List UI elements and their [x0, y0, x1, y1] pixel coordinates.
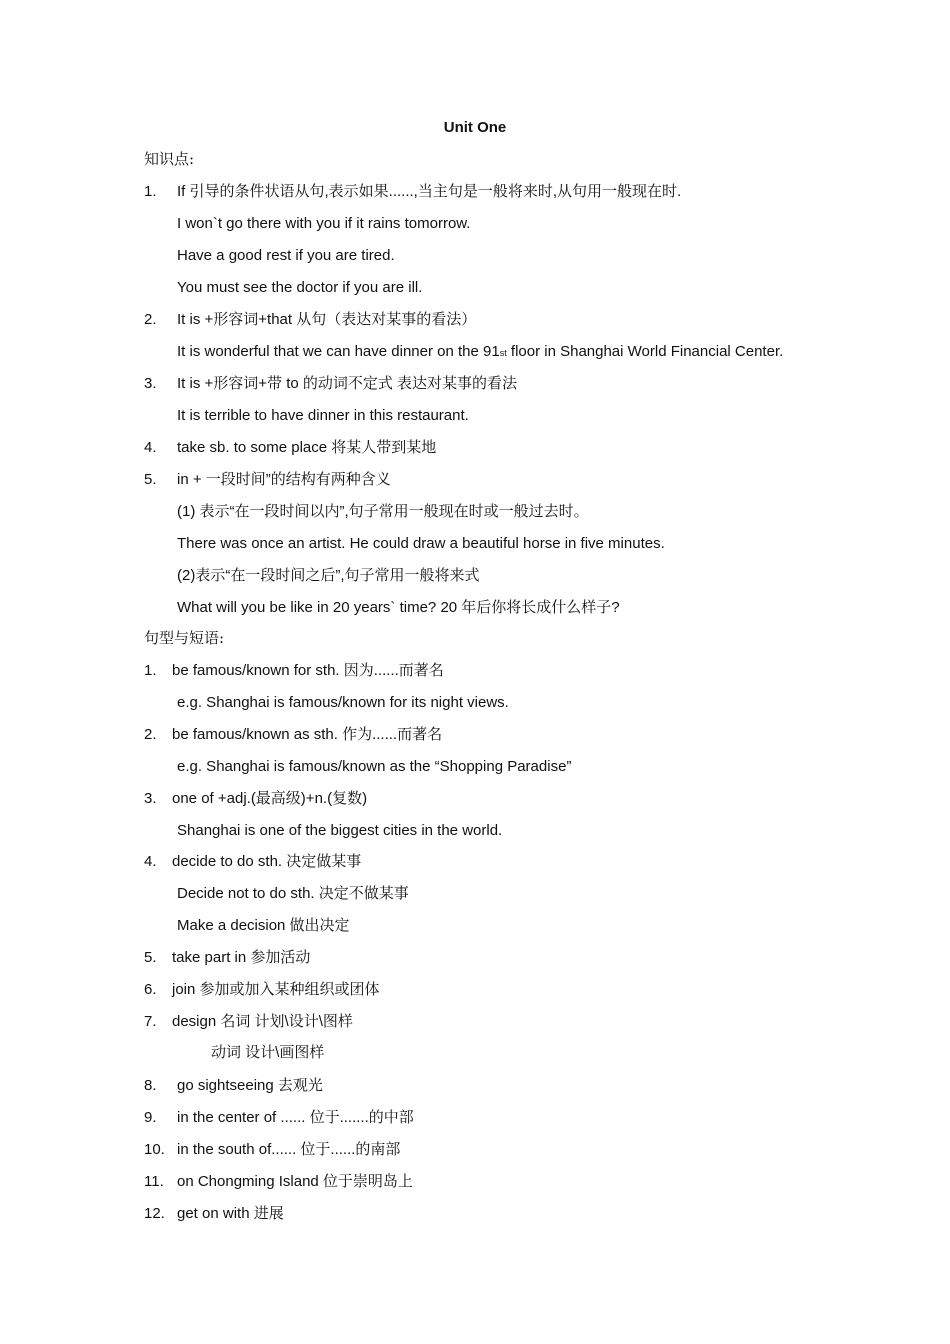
item-number: 12. — [144, 1205, 165, 1222]
item-number: 2. — [144, 726, 157, 743]
item-text: If 引导的条件状语从句,表示如果......,当主句是一般将来时,从句用一般现在时. — [177, 183, 682, 200]
ordinal-suffix: st — [499, 348, 507, 358]
phrase-text: design 名词 计划\设计\图样 — [172, 1013, 353, 1030]
item-number: 2. — [144, 311, 157, 328]
item-number: 1. — [144, 662, 157, 679]
item-text: It is +形容词+that 从句（表达对某事的看法） — [177, 311, 477, 328]
phrase-text: Make a decision 做出决定 — [177, 917, 350, 934]
example-sentence: e.g. Shanghai is famous/known for its night views. — [177, 694, 509, 711]
phrase-text: get on with 进展 — [177, 1205, 284, 1222]
sub-item-text: (2)表示“在一段时间之后”,句子常用一般将来式 — [177, 567, 480, 584]
example-sentence: I won`t go there with you if it rains tomorrow. — [177, 215, 471, 232]
phrase-text: on Chongming Island 位于崇明岛上 — [177, 1173, 413, 1190]
phrase-text: take part in 参加活动 — [172, 949, 311, 966]
example-sentence: Shanghai is one of the biggest cities in the world. — [177, 822, 503, 839]
example-sentence: What will you be like in 20 years` time? 20 年后你将长成什么样子? — [177, 599, 620, 616]
example-sentence: You must see the doctor if you are ill. — [177, 279, 423, 296]
item-number: 10. — [144, 1141, 165, 1158]
phrase-text: in the center of ...... 位于.......的中部 — [177, 1109, 414, 1126]
example-sentence: There was once an artist. He could draw a beautiful horse in five minutes. — [177, 535, 665, 552]
item-text: in + 一段时间”的结构有两种含义 — [177, 471, 391, 488]
item-number: 1. — [144, 183, 157, 200]
phrase-text: in the south of...... 位于......的南部 — [177, 1141, 401, 1158]
item-number: 9. — [144, 1109, 157, 1126]
page-title: Unit One — [443, 119, 507, 136]
item-number: 6. — [144, 981, 157, 998]
example-text-after: floor in Shanghai World Financial Center. — [506, 343, 784, 360]
phrase-text: join 参加或加入某种组织或团体 — [172, 981, 380, 998]
example-sentence: It is terrible to have dinner in this restaurant. — [177, 407, 469, 424]
item-number: 4. — [144, 853, 157, 870]
phrase-text: 动词 设计\画图样 — [211, 1044, 325, 1061]
item-number: 3. — [144, 790, 157, 807]
item-number: 4. — [144, 439, 157, 456]
item-number: 5. — [144, 471, 157, 488]
item-text: take sb. to some place 将某人带到某地 — [177, 439, 437, 456]
sub-item-text: (1) 表示“在一段时间以内”,句子常用一般现在时或一般过去时。 — [177, 503, 589, 520]
phrase-text: be famous/known for sth. 因为......而著名 — [172, 662, 444, 679]
item-number: 3. — [144, 375, 157, 392]
item-number: 8. — [144, 1077, 157, 1094]
example-sentence: Have a good rest if you are tired. — [177, 247, 395, 264]
phrase-text: go sightseeing 去观光 — [177, 1077, 323, 1094]
section-heading-knowledge: 知识点: — [144, 150, 195, 168]
item-number: 7. — [144, 1013, 157, 1030]
example-text-before: It is wonderful that we can have dinner on the 91 — [177, 343, 500, 360]
example-sentence: e.g. Shanghai is famous/known as the “Shopping Paradise” — [177, 758, 572, 775]
phrase-text: be famous/known as sth. 作为......而著名 — [172, 726, 443, 743]
item-number: 11. — [144, 1173, 164, 1190]
phrase-text: Decide not to do sth. 决定不做某事 — [177, 885, 409, 902]
section-heading-phrases: 句型与短语: — [144, 629, 225, 647]
item-text: It is +形容词+带 to 的动词不定式 表达对某事的看法 — [177, 375, 518, 392]
phrase-text: decide to do sth. 决定做某事 — [172, 853, 362, 870]
example-sentence — [177, 342, 783, 363]
item-number: 5. — [144, 949, 157, 966]
phrase-text: one of +adj.(最高级)+n.(复数) — [172, 790, 368, 807]
